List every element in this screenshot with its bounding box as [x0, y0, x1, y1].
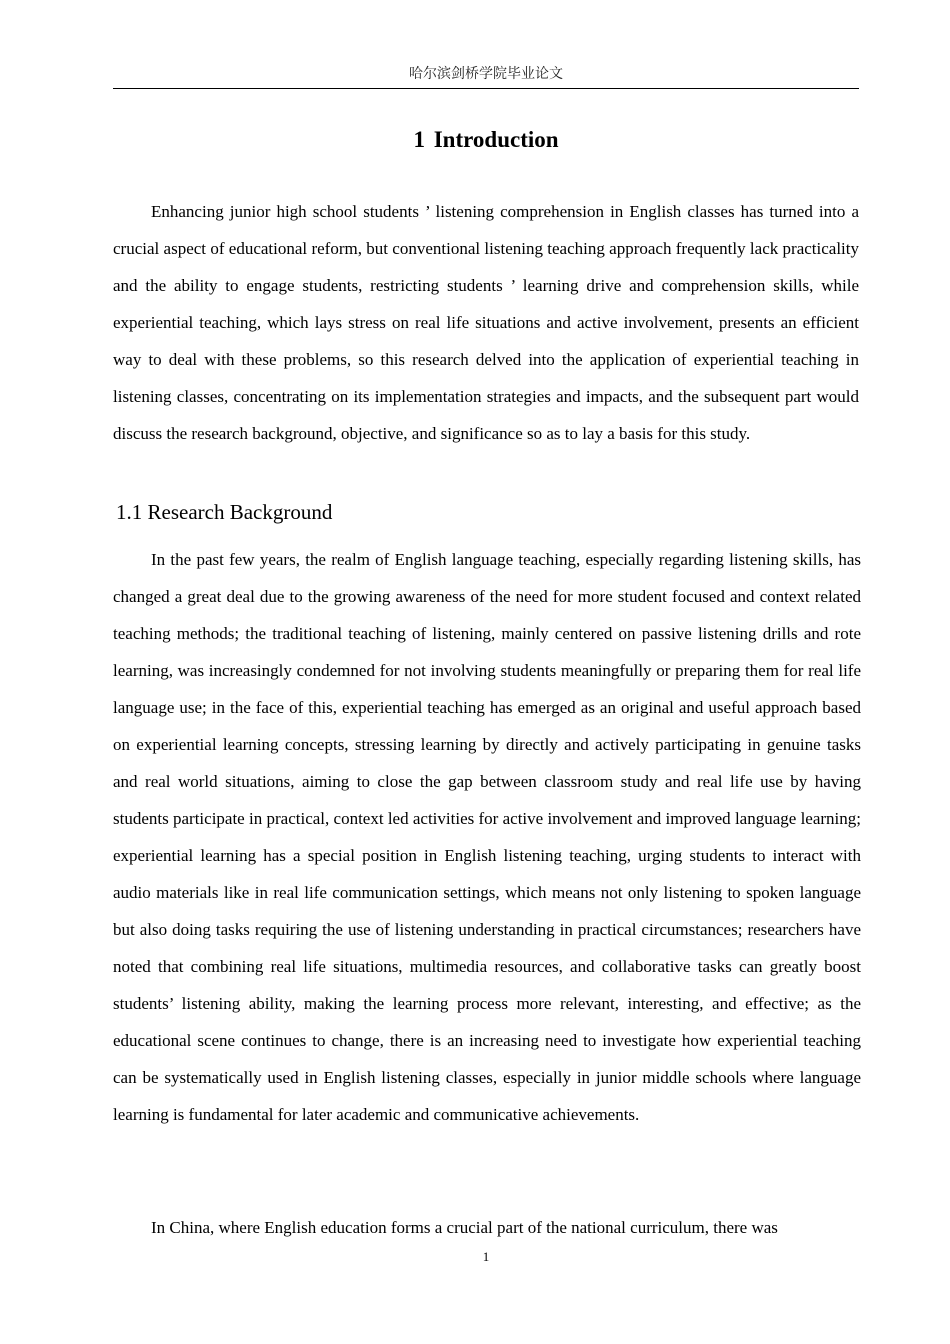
background-paragraph: In the past few years, the realm of English language teaching, especially regarding listening skills, has changed a great deal due to the growing awareness of the need for more student focused and context related teaching methods; the traditional teaching of listening, mainly centered on passive listening drills and rote learning, was increasingly condemned for not involving students meaningfully or preparing them for real life language use; in the face of this, experiential teaching has emerged as an original and useful approach based on experiential learning concepts, stressing learning by directly and actively participating in genuine tasks and real world situations, aiming to close the gap between classroom study and real life use by having students participate in practical, context led activities for active involvement and improved language learning; experiential learning has a special position in English listening teaching, urging students to interact with audio materials like in real life communication settings, which means not only listening to spoken language but also doing tasks requiring the use of listening understanding in practical circumstances; researchers have noted that combining real life situations, multimedia resources, and collaborative tasks can greatly boost students’ listening ability, making the learning process more relevant, interesting, and effective; as the educational scene continues to change, there is an increasing need to investigate how experiential teaching can be systematically used in English listening classes, especially in junior middle schools where language learning is fundamental for later academic and communicative achievements. — [113, 550, 861, 1124]
chapter-title: 1 Introduction — [413, 127, 559, 152]
continuing-paragraph: In China, where English education forms a crucial part of the national curriculum, there was — [151, 1218, 778, 1237]
page-number: 1 — [482, 1249, 490, 1264]
intro-paragraph: Enhancing junior high school students ’ listening comprehension in English classes has turned into a crucial aspect of educational reform, but conventional listening teaching approach frequently lack practicality and the ability to engage students, restricting students ’ learning drive and comprehension skills, while experiential teaching, which lays stress on real life situations and active involvement, presents an efficient way to deal with these problems, so this research delved into the application of experiential teaching in listening classes, concentrating on its implementation strategies and impacts, and the subsequent part would discuss the research background, objective, and significance so as to lay a basis for this study. — [113, 202, 859, 443]
running-header: 哈尔滨剑桥学院毕业论文 — [409, 67, 563, 82]
section-heading: 1.1 Research Background — [116, 500, 333, 524]
header-rule — [113, 88, 859, 89]
